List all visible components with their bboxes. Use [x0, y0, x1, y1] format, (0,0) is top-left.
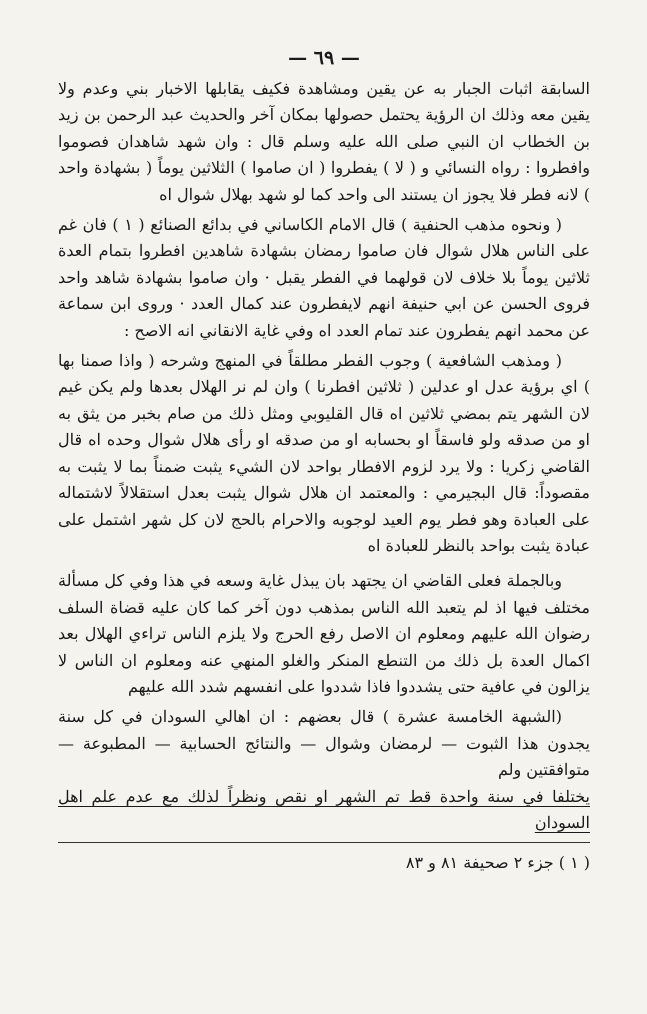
- main-text: [58, 76, 590, 836]
- underlined-last-line: يختلفا في سنة واحدة قط تم الشهر او نقص ونظراً لذلك مع عدم علم اهل السودان: [58, 786, 590, 832]
- paragraph-1: السابقة اثبات الجبار به عن يقين ومشاهدة فكيف يقابلها الاخبار بني وعدم ولا يقين معه وذلك ان الرؤية يحتمل حصولها بمكان آخر والحديث عبد الرحمن بن زيد بن الخطاب ان النبي صلى الله عليه وسلم قال : وان شهد شاهدان فصوموا وافطروا : رواه النسائي و ( لا ) يفطروا ( ان صاموا ) الثلاثين يوماً ( بشهادة واحد ) لانه فطر فلا يجوز ان يستند الى واحد كما لو شهد بهلال شوال اه: [58, 79, 590, 204]
- footnote: ( ١ ) جزء ٢ صحيفة ٨١ و ٨٣: [405, 853, 590, 873]
- paragraph-gap: [58, 559, 590, 568]
- paragraph-fifteenth-doubt: (الشبهة الخامسة عشرة ) قال بعضهم : ان اهالي السودان في كل سنة يجدون هذا الثبوت — لرمضان وشوال — والنتائج الحسابية — المطبوعة — متوافقتين ولم: [58, 707, 590, 780]
- page-number: — ٦٩ —: [288, 47, 360, 69]
- paragraph-shafii: ( ومذهب الشافعية ) وجوب الفطر مطلقاً في المنهج وشرحه ( واذا صمنا بها ) اي برؤية عدل او عدلين ( ثلاثين افطرنا ) وان لم نر الهلال بعدها ولم يكن غيم لان الشهر يتم بمضي ثلاثين اه قال القليوبي ومثل ذلك من صام بخبر من يثق به او من صدقه ولو فاسقاً او بحسابه او من صدقه او رأى هلال شوال وحده اه قال القاضي زكريا : ولا يرد لزوم الافطار بواحد لان الشيء يثبت ضمناً بما لا يثبت به مقصوداً: قال البجيرمي : والمعتمد ان هلال شوال يثبت بعدل استقلالاً لاشتماله على العبادة وهو فطر يوم العيد لوجوبه والاحرام بالحج لان كل شهر اشتمل على عبادة يثبت بواحد بالنظر للعبادة اه: [58, 351, 590, 555]
- footnote-divider: [58, 842, 590, 843]
- paragraph-summary: وبالجملة فعلى القاضي ان يجتهد بان يبذل غاية وسعه في هذا وفي كل مسألة مختلف فيها اذ لم يتعبد الله الناس بمذهب دون آخر كما كان عليه قضاة السلف رضوان الله عليهم ومعلوم ان الاصل رفع الحرج ولا يلزم الناس تراءي الهلال بعد اكمال العدة بل ذلك من التنطع المنكر والغلو المنهي عنه ومعلوم ان الناس لا يزالون في عافية حتى يشددوا فاذا شددوا على انفسهم شدد الله عليهم: [58, 571, 591, 696]
- paragraph-hanafi: ( ونحوه مذهب الحنفية ) قال الامام الكاساني في بدائع الصنائع ( ١ ) فان غم على الناس هلال شوال فان صاموا رمضان بشهادة شاهدين افطروا بتمام العدة ثلاثين يوماً بلا خلاف لان قولهما في الفطر يقبل · وان صاموا بشهادة شاهد واحد فروى الحسن عن ابي حنيفة انهم لايفطرون عند كمال العدد · وروى ابن سماعة عن محمد انهم يفطرون عند تمام العدد اه وفي غاية الانقاني انه الاصح :: [58, 215, 590, 340]
- document-page: [58, 40, 590, 990]
